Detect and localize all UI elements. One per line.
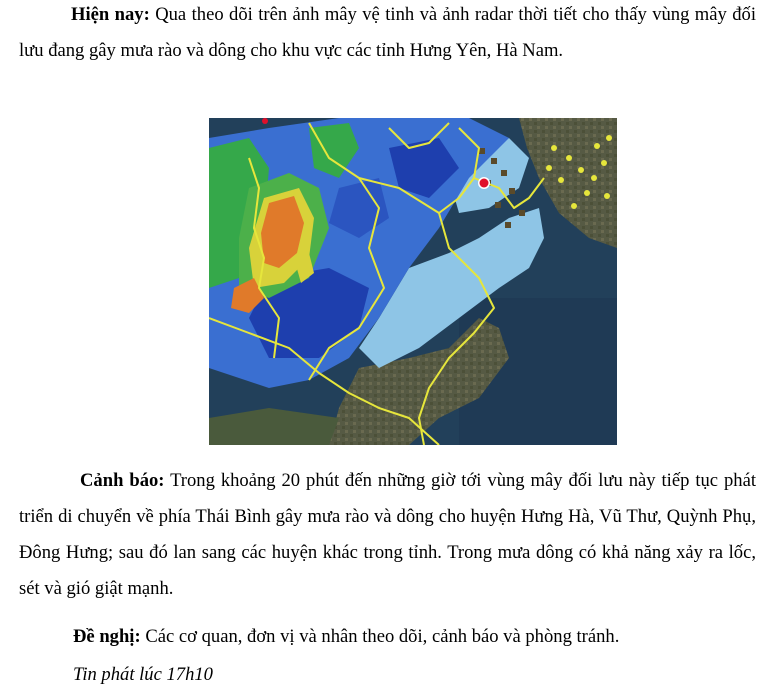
advice-text: Các cơ quan, đơn vị và nhân theo dõi, cảnh báo và phòng tránh. [140, 626, 620, 647]
advice-label: Đề nghị: [73, 626, 141, 647]
warning-text: Trong khoảng 20 phút đến những giờ tới vùng mây đối lưu này tiếp tục phát triển di chuyển về phía Thái Bình gây mưa rào và dông cho huyện Hưng Hà, Vũ Thư, Quỳnh Phụ, Đông Hưng; sau đó lan sang các huyện khác trong tỉnh. Trong mưa dông có khả năng xảy ra lốc, sét và gió giật mạnh. [19, 470, 756, 599]
current-situation-text: Qua theo dõi trên ảnh mây vệ tinh và ảnh radar thời tiết cho thấy vùng mây đối lưu đang gây mưa rào và dông cho khu vực các tỉnh Hưng Yên, Hà Nam. [19, 4, 757, 61]
current-situation-paragraph [19, 0, 756, 69]
radar-map-image [209, 118, 617, 445]
warning-paragraph [19, 463, 756, 607]
issued-time: Tin phát lúc 17h10 [73, 664, 213, 685]
warning-label: Cảnh báo: [80, 470, 165, 491]
current-situation-label: Hiện nay: [71, 4, 150, 25]
advice-paragraph [19, 619, 756, 655]
